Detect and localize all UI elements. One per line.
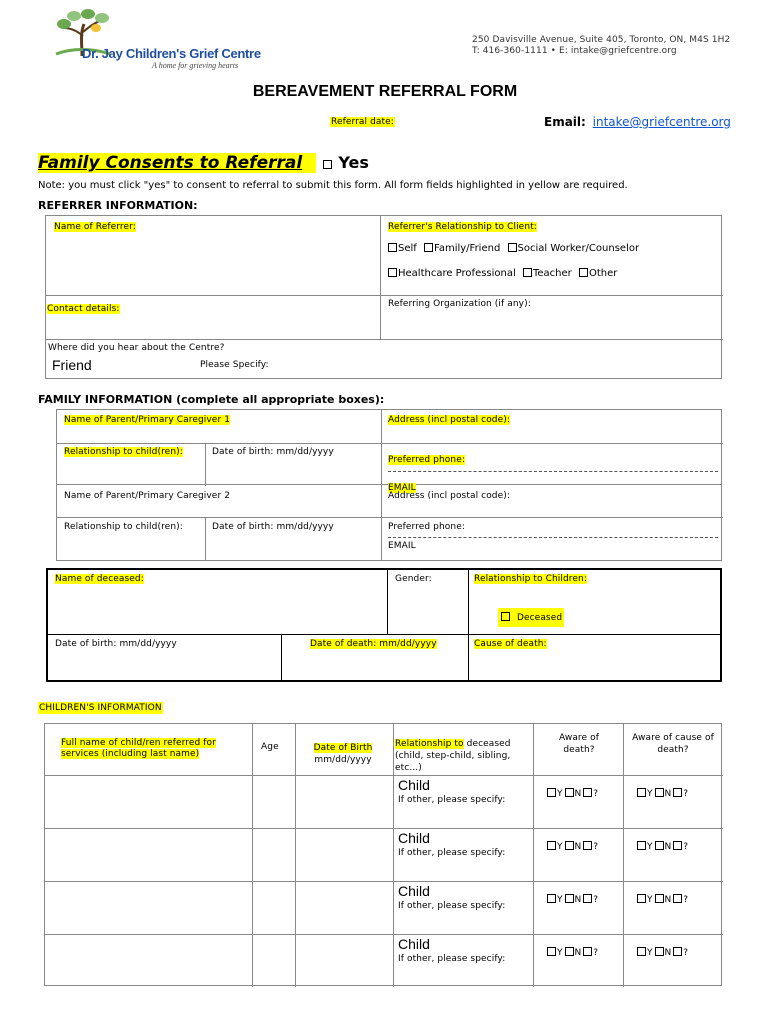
- aware-death-unsure-label: ?: [593, 842, 599, 852]
- social-worker-checkbox[interactable]: [508, 243, 517, 252]
- aware-cause-options: [635, 841, 688, 852]
- child-age-field[interactable]: [255, 937, 291, 983]
- child-relationship-select[interactable]: Child: [398, 777, 430, 793]
- aware-death-no-label: N: [574, 948, 582, 958]
- centre-address: 250 Davisville Avenue, Suite 405, Toronto, ON, M4S 1H2: [472, 35, 731, 45]
- referrer-section-title: REFERRER INFORMATION:: [38, 199, 198, 212]
- aware-cause-no-checkbox[interactable]: [655, 947, 664, 956]
- teacher-checkbox[interactable]: [523, 268, 532, 277]
- aware-death-unsure-label: ?: [593, 895, 599, 905]
- child-name-field[interactable]: [48, 937, 248, 983]
- aware-death-options: [545, 894, 598, 905]
- aware-death-no-label: N: [574, 789, 582, 799]
- children-section-title: CHILDREN'S INFORMATION: [39, 703, 162, 713]
- caregiver2-name-field[interactable]: [61, 502, 377, 516]
- please-specify-field[interactable]: [282, 356, 712, 374]
- social-worker-option-label: Social Worker/Counselor: [517, 243, 640, 254]
- child-name-field[interactable]: [48, 831, 248, 877]
- please-specify-label: Please Specify:: [200, 360, 269, 370]
- col-header-aware-cause: Aware of cause of death?: [632, 733, 714, 755]
- form-title: BEREAVEMENT REFERRAL FORM: [252, 83, 518, 100]
- deceased-checkbox-label: Deceased: [516, 613, 563, 623]
- col-header-dob: [309, 742, 377, 766]
- caregiver1-address-field[interactable]: [387, 427, 717, 441]
- aware-cause-yes-label: Y: [647, 842, 653, 852]
- col-header-dob-format: mm/dd/yyyy: [314, 755, 372, 765]
- caregiver1-relationship-label: Relationship to child(ren):: [64, 447, 183, 457]
- col-header-relationship-rest: deceased (child, step-child, sibling, etc...): [395, 739, 511, 773]
- col-header-name: Full name of child/ren referred for services (including last name): [61, 738, 216, 759]
- caregiver1-phone-label: Preferred phone:: [388, 455, 465, 465]
- child-dob-field[interactable]: [299, 831, 389, 877]
- child-age-field[interactable]: [255, 778, 291, 824]
- deceased-name-field[interactable]: [52, 588, 382, 630]
- aware-cause-no-checkbox[interactable]: [655, 894, 664, 903]
- aware-death-options: [545, 947, 598, 958]
- hear-about-label: Where did you hear about the Centre?: [48, 343, 225, 353]
- referrer-relationship-label: Referrer's Relationship to Client:: [388, 222, 537, 232]
- caregiver1-email-label: EMAIL: [388, 483, 416, 493]
- family-friend-checkbox[interactable]: [424, 243, 433, 252]
- aware-death-unsure-checkbox[interactable]: [583, 947, 592, 956]
- referral-date-field[interactable]: [398, 115, 518, 129]
- aware-cause-yes-label: Y: [647, 895, 653, 905]
- teacher-option-label: Teacher: [532, 268, 572, 279]
- other-option-label: Other: [588, 268, 618, 279]
- col-header-aware-death: Aware of death?: [558, 733, 600, 755]
- aware-death-no-label: N: [574, 842, 582, 852]
- consent-yes-label: Yes: [338, 153, 369, 172]
- email-line: [544, 115, 731, 129]
- referring-org-label: Referring Organization (if any):: [388, 299, 531, 309]
- family-friend-option-label: Family/Friend: [434, 243, 501, 254]
- self-option-label: Self: [398, 243, 417, 254]
- gender-label: Gender:: [395, 574, 432, 584]
- caregiver1-name-field[interactable]: [61, 427, 377, 441]
- child-name-field[interactable]: [48, 778, 248, 824]
- aware-cause-yes-checkbox[interactable]: [637, 947, 646, 956]
- deceased-relationship-label: Relationship to Children:: [474, 574, 587, 584]
- aware-death-no-checkbox[interactable]: [565, 894, 574, 903]
- centre-contact: T: 416-360-1111 • E: intake@griefcentre.org: [472, 46, 677, 56]
- caregiver1-dob-label: Date of birth: mm/dd/yyyy: [212, 447, 334, 457]
- caregiver2-address-label: Address (incl postal code):: [388, 491, 510, 501]
- email-label: Email:: [544, 115, 586, 129]
- child-other-specify-label: If other, please specify:: [398, 795, 506, 805]
- aware-cause-no-label: N: [664, 948, 672, 958]
- hear-about-select[interactable]: Friend: [52, 357, 92, 373]
- children-table: [44, 723, 722, 986]
- aware-cause-yes-checkbox[interactable]: [637, 788, 646, 797]
- deceased-dob-label: Date of birth: mm/dd/yyyy: [55, 639, 177, 649]
- child-dob-field[interactable]: [299, 937, 389, 983]
- child-relationship-select[interactable]: Child: [398, 936, 430, 952]
- aware-cause-no-checkbox[interactable]: [655, 841, 664, 850]
- aware-cause-no-label: N: [664, 842, 672, 852]
- aware-death-unsure-label: ?: [593, 789, 599, 799]
- col-header-dob-label: Date of Birth: [313, 743, 373, 753]
- aware-cause-unsure-label: ?: [683, 948, 689, 958]
- caregiver1-box: [56, 409, 722, 493]
- contact-details-label: Contact details:: [47, 304, 120, 314]
- aware-death-no-checkbox[interactable]: [565, 947, 574, 956]
- healthcare-option-label: Healthcare Professional: [398, 268, 516, 279]
- deceased-box: [46, 568, 722, 682]
- aware-death-unsure-label: ?: [593, 948, 599, 958]
- referrer-name-field[interactable]: [50, 236, 375, 291]
- aware-cause-options: [635, 788, 688, 799]
- child-name-field[interactable]: [48, 884, 248, 930]
- aware-death-options: [545, 788, 598, 799]
- col-header-relationship: [395, 738, 527, 774]
- caregiver2-email-label: EMAIL: [388, 541, 416, 551]
- aware-cause-unsure-label: ?: [683, 842, 689, 852]
- aware-cause-unsure-checkbox[interactable]: [673, 894, 682, 903]
- logo-tagline: A home for grieving hearts: [152, 61, 239, 70]
- logo: [48, 8, 261, 70]
- aware-cause-no-checkbox[interactable]: [655, 788, 664, 797]
- other-checkbox[interactable]: [579, 268, 588, 277]
- caregiver1-address-label: Address (incl postal code):: [388, 415, 510, 425]
- self-checkbox[interactable]: [388, 243, 397, 252]
- caregiver1-name-label: Name of Parent/Primary Caregiver 1: [64, 415, 231, 425]
- deceased-checkbox-row: [498, 608, 564, 627]
- relationship-options-row2: [388, 268, 617, 279]
- aware-cause-no-label: N: [664, 789, 672, 799]
- logo-name: Dr. Jay Children's Grief Centre: [82, 46, 261, 61]
- caregiver2-dob-label: Date of birth: mm/dd/yyyy: [212, 522, 334, 532]
- referral-date-label: Referral date:: [331, 117, 394, 127]
- aware-death-yes-label: Y: [557, 895, 563, 905]
- aware-death-options: [545, 841, 598, 852]
- healthcare-checkbox[interactable]: [388, 268, 397, 277]
- child-relationship-select[interactable]: Child: [398, 830, 430, 846]
- contact-details-field[interactable]: [146, 298, 374, 336]
- aware-death-no-label: N: [574, 895, 582, 905]
- aware-death-yes-checkbox[interactable]: [547, 894, 556, 903]
- aware-cause-unsure-checkbox[interactable]: [673, 841, 682, 850]
- child-age-field[interactable]: [255, 831, 291, 877]
- aware-death-yes-checkbox[interactable]: [547, 788, 556, 797]
- child-other-specify-label: If other, please specify:: [398, 848, 506, 858]
- referrer-box: [45, 215, 722, 379]
- aware-death-yes-checkbox[interactable]: [547, 841, 556, 850]
- caregiver2-name-label: Name of Parent/Primary Caregiver 2: [64, 491, 231, 501]
- aware-death-yes-label: Y: [557, 789, 563, 799]
- aware-cause-unsure-checkbox[interactable]: [673, 947, 682, 956]
- aware-cause-no-label: N: [664, 895, 672, 905]
- consent-yes-checkbox[interactable]: [323, 160, 332, 169]
- aware-cause-unsure-label: ?: [683, 789, 689, 799]
- aware-death-yes-label: Y: [557, 842, 563, 852]
- aware-cause-unsure-label: ?: [683, 895, 689, 905]
- relationship-options-row1: [388, 243, 639, 254]
- child-dob-field[interactable]: [299, 884, 389, 930]
- aware-death-unsure-checkbox[interactable]: [583, 894, 592, 903]
- caregiver2-relationship-label: Relationship to child(ren):: [64, 522, 183, 532]
- aware-cause-yes-label: Y: [647, 789, 653, 799]
- child-relationship-select[interactable]: Child: [398, 883, 430, 899]
- col-header-relationship-hl: Relationship to: [395, 739, 464, 749]
- aware-death-unsure-checkbox[interactable]: [583, 841, 592, 850]
- col-header-age: Age: [261, 742, 279, 752]
- email-link[interactable]: intake@griefcentre.org: [592, 115, 731, 129]
- consent-heading: Family Consents to Referral: [38, 153, 316, 173]
- child-other-specify-label: If other, please specify:: [398, 954, 506, 964]
- aware-cause-options: [635, 894, 688, 905]
- deceased-name-label: Name of deceased:: [55, 574, 144, 584]
- family-section-title: FAMILY INFORMATION (complete all appropriate boxes):: [38, 393, 385, 406]
- deceased-checkbox[interactable]: [501, 612, 510, 621]
- referrer-name-label: Name of Referrer:: [54, 222, 136, 232]
- referring-org-field[interactable]: [386, 312, 716, 336]
- deceased-dod-label: Date of death: mm/dd/yyyy: [310, 639, 437, 649]
- cause-of-death-label: Cause of death:: [474, 639, 547, 649]
- consent-note: Note: you must click "yes" to consent to referral to submit this form. All form fields highlighted in yellow are required.: [38, 180, 628, 191]
- consent-row: [38, 153, 369, 173]
- aware-cause-yes-label: Y: [647, 948, 653, 958]
- aware-death-yes-label: Y: [557, 948, 563, 958]
- aware-cause-options: [635, 947, 688, 958]
- child-dob-field[interactable]: [299, 778, 389, 824]
- aware-death-no-checkbox[interactable]: [565, 841, 574, 850]
- aware-death-yes-checkbox[interactable]: [547, 947, 556, 956]
- caregiver2-phone-label: Preferred phone:: [388, 522, 465, 532]
- aware-cause-yes-checkbox[interactable]: [637, 894, 646, 903]
- aware-cause-yes-checkbox[interactable]: [637, 841, 646, 850]
- child-other-specify-label: If other, please specify:: [398, 901, 506, 911]
- caregiver2-box: [56, 485, 722, 561]
- aware-cause-unsure-checkbox[interactable]: [673, 788, 682, 797]
- aware-death-no-checkbox[interactable]: [565, 788, 574, 797]
- child-age-field[interactable]: [255, 884, 291, 930]
- aware-death-unsure-checkbox[interactable]: [583, 788, 592, 797]
